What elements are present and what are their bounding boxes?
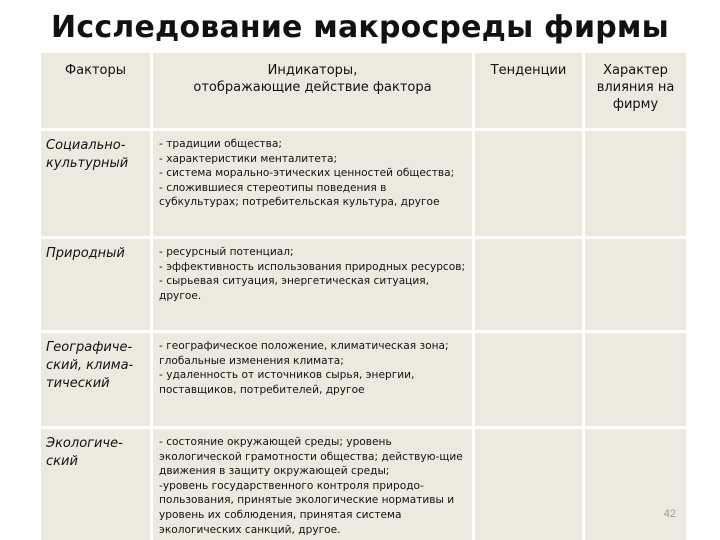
table-row xyxy=(40,130,688,238)
table-row xyxy=(40,332,688,428)
indicators-cell: - географическое положение, климатическая зона; глобальные изменения климата; - удаленность от источников сырья, энергии, поставщиков, потребителей, другое xyxy=(152,332,474,428)
column-header-indicators-text: Индикаторы, отображающие действие фактора xyxy=(193,63,432,95)
indicators-cell: - традиции общества; - характеристики менталитета; - система морально-этических ценностей общества; - сложившиеся стереотипы поведения в субкультурах; потребительская культура, другое xyxy=(152,130,474,238)
page-number: 42 xyxy=(663,508,676,520)
table-header-row xyxy=(40,52,688,130)
factor-cell: Географиче-ский, клима-тический xyxy=(40,332,152,428)
impact-cell xyxy=(584,428,688,540)
impact-cell xyxy=(584,238,688,332)
trends-cell xyxy=(474,238,584,332)
column-header-indicators xyxy=(152,52,474,130)
macro-environment-table xyxy=(38,50,689,540)
indicators-cell: - состояние окружающей среды; уровень экологической грамотности общества; действую-щие движения в защиту окружающей среды; -уровень государственного контроля природо-пользования, принятые экологические нормативы и уровень их соблюдения, принятая система экологических санкций, другое. xyxy=(152,428,474,540)
trends-cell xyxy=(474,130,584,238)
column-header-impact: Характер влияния на фирму xyxy=(584,52,688,130)
column-header-factors: Факторы xyxy=(40,52,152,130)
table-row xyxy=(40,238,688,332)
indicators-cell: - ресурсный потенциал; - эффективность использования природных ресурсов; - сырьевая ситуация, энергетическая ситуация, другое. xyxy=(152,238,474,332)
factor-cell: Экологиче-ский xyxy=(40,428,152,540)
impact-cell xyxy=(584,130,688,238)
trends-cell xyxy=(474,428,584,540)
column-header-trends: Тенденции xyxy=(474,52,584,130)
factor-cell: Социально-культурный xyxy=(40,130,152,238)
slide-title: Исследование макросреды фирмы xyxy=(51,10,669,45)
table-row xyxy=(40,428,688,540)
factor-cell: Природный xyxy=(40,238,152,332)
trends-cell xyxy=(474,332,584,428)
impact-cell xyxy=(584,332,688,428)
